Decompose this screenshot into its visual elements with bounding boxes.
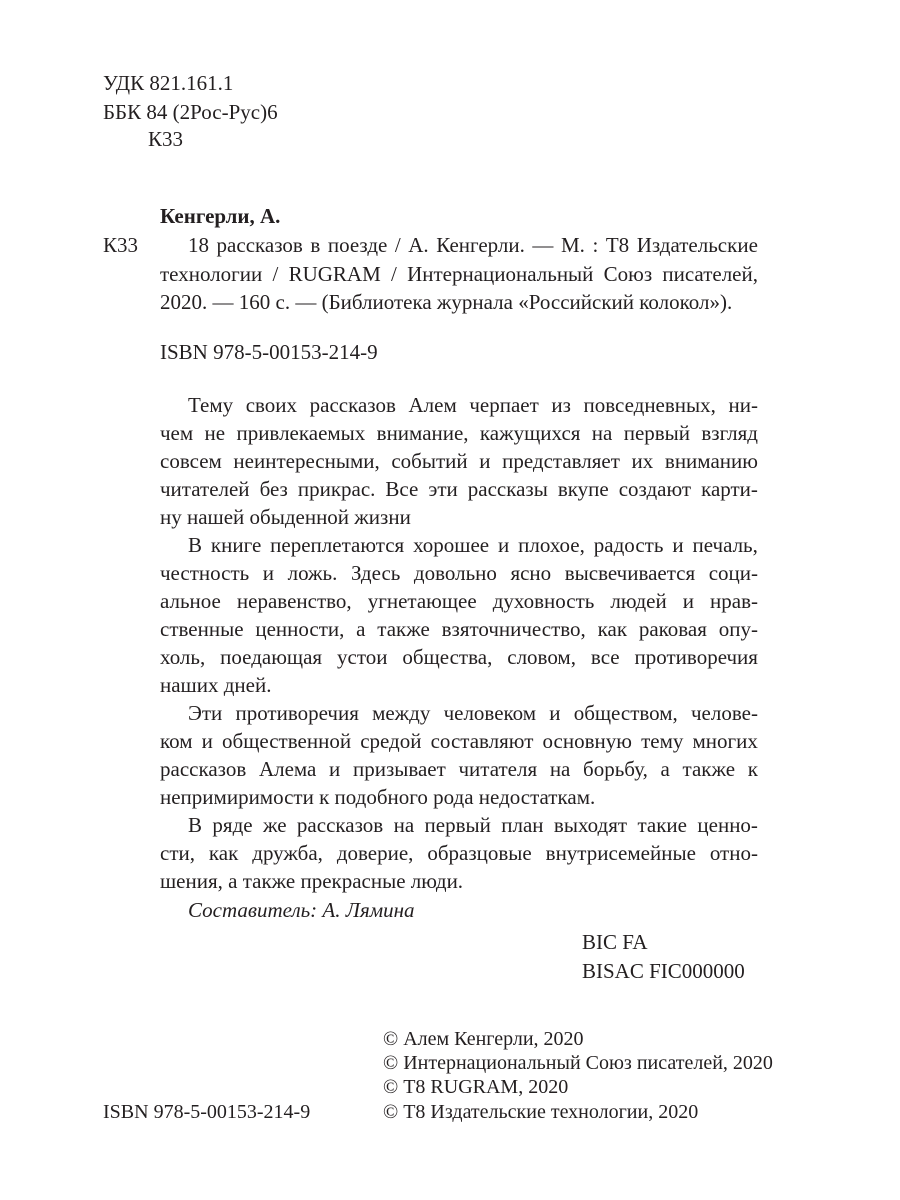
copyright-line-2: © Интернациональный Союз писателей, 2020: [383, 1052, 773, 1074]
copyright-line-4: © Т8 Издательские технологии, 2020: [383, 1101, 699, 1123]
udk-code: УДК 821.161.1: [103, 71, 234, 95]
bibliographic-line-3: 2020. — 160 с. — (Библиотека журнала «Российский колокол»).: [160, 290, 733, 314]
author-name: Кенгерли, А.: [160, 204, 281, 228]
annotation-line-8: альное неравенство, угнетающее духовность людей и нрав-: [160, 589, 758, 613]
copyright-line-3: © Т8 RUGRAM, 2020: [383, 1076, 569, 1098]
bibliographic-line-2: технологии / RUGRAM / Интернациональный Союз писателей,: [160, 262, 758, 286]
annotation-line-17: сти, как дружба, доверие, образцовые внутрисемейные отно-: [160, 841, 758, 865]
annotation-line-10: холь, поедающая устои общества, словом, все противоречия: [160, 645, 758, 669]
annotation-line-15: непримиримости к подобного рода недостаткам.: [160, 785, 596, 809]
annotation-line-6: В книге переплетаются хорошее и плохое, радость и печаль,: [188, 533, 758, 557]
isbn-main: ISBN 978-5-00153-214-9: [160, 340, 378, 364]
annotation-line-7: честность и ложь. Здесь довольно ясно высвечивается соци-: [160, 561, 758, 585]
annotation-line-5: ну нашей обыденной жизни: [160, 505, 411, 529]
annotation-line-4: читателей без прикрас. Все эти рассказы вкупе создают карти-: [160, 477, 758, 501]
copyright-line-1: © Алем Кенгерли, 2020: [383, 1028, 584, 1050]
isbn-bottom: ISBN 978-5-00153-214-9: [103, 1101, 311, 1123]
author-mark-top: К33: [148, 127, 184, 151]
annotation-line-18: шения, а также прекрасные люди.: [160, 869, 464, 893]
bbk-code: ББК 84 (2Рос-Рус)6: [103, 100, 278, 124]
annotation-line-1: Тему своих рассказов Алем черпает из повседневных, ни-: [188, 393, 758, 417]
annotation-line-14: рассказов Алема и призывает читателя на борьбу, а также к: [160, 757, 758, 781]
annotation-line-12: Эти противоречия между человеком и обществом, челове-: [188, 701, 758, 725]
annotation-line-2: чем не привлекаемых внимание, кажущихся на первый взгляд: [160, 421, 758, 445]
composer-credit: Составитель: А. Лямина: [188, 898, 415, 922]
bisac-code: BISAC FIC000000: [582, 959, 745, 983]
annotation-line-3: совсем неинтересными, событий и представляет их вниманию: [160, 449, 758, 473]
bic-code: BIC FA: [582, 930, 648, 954]
annotation-line-13: ком и общественной средой составляют основную тему многих: [160, 729, 758, 753]
annotation-line-11: наших дней.: [160, 673, 272, 697]
author-mark: К33: [103, 233, 139, 257]
annotation-line-9: ственные ценности, а также взяточничество, как раковая опу-: [160, 617, 758, 641]
annotation-line-16: В ряде же рассказов на первый план выходят такие ценно-: [188, 813, 758, 837]
bibliographic-line-1: 18 рассказов в поезде / А. Кенгерли. — М. : Т8 Издательские: [188, 233, 758, 257]
